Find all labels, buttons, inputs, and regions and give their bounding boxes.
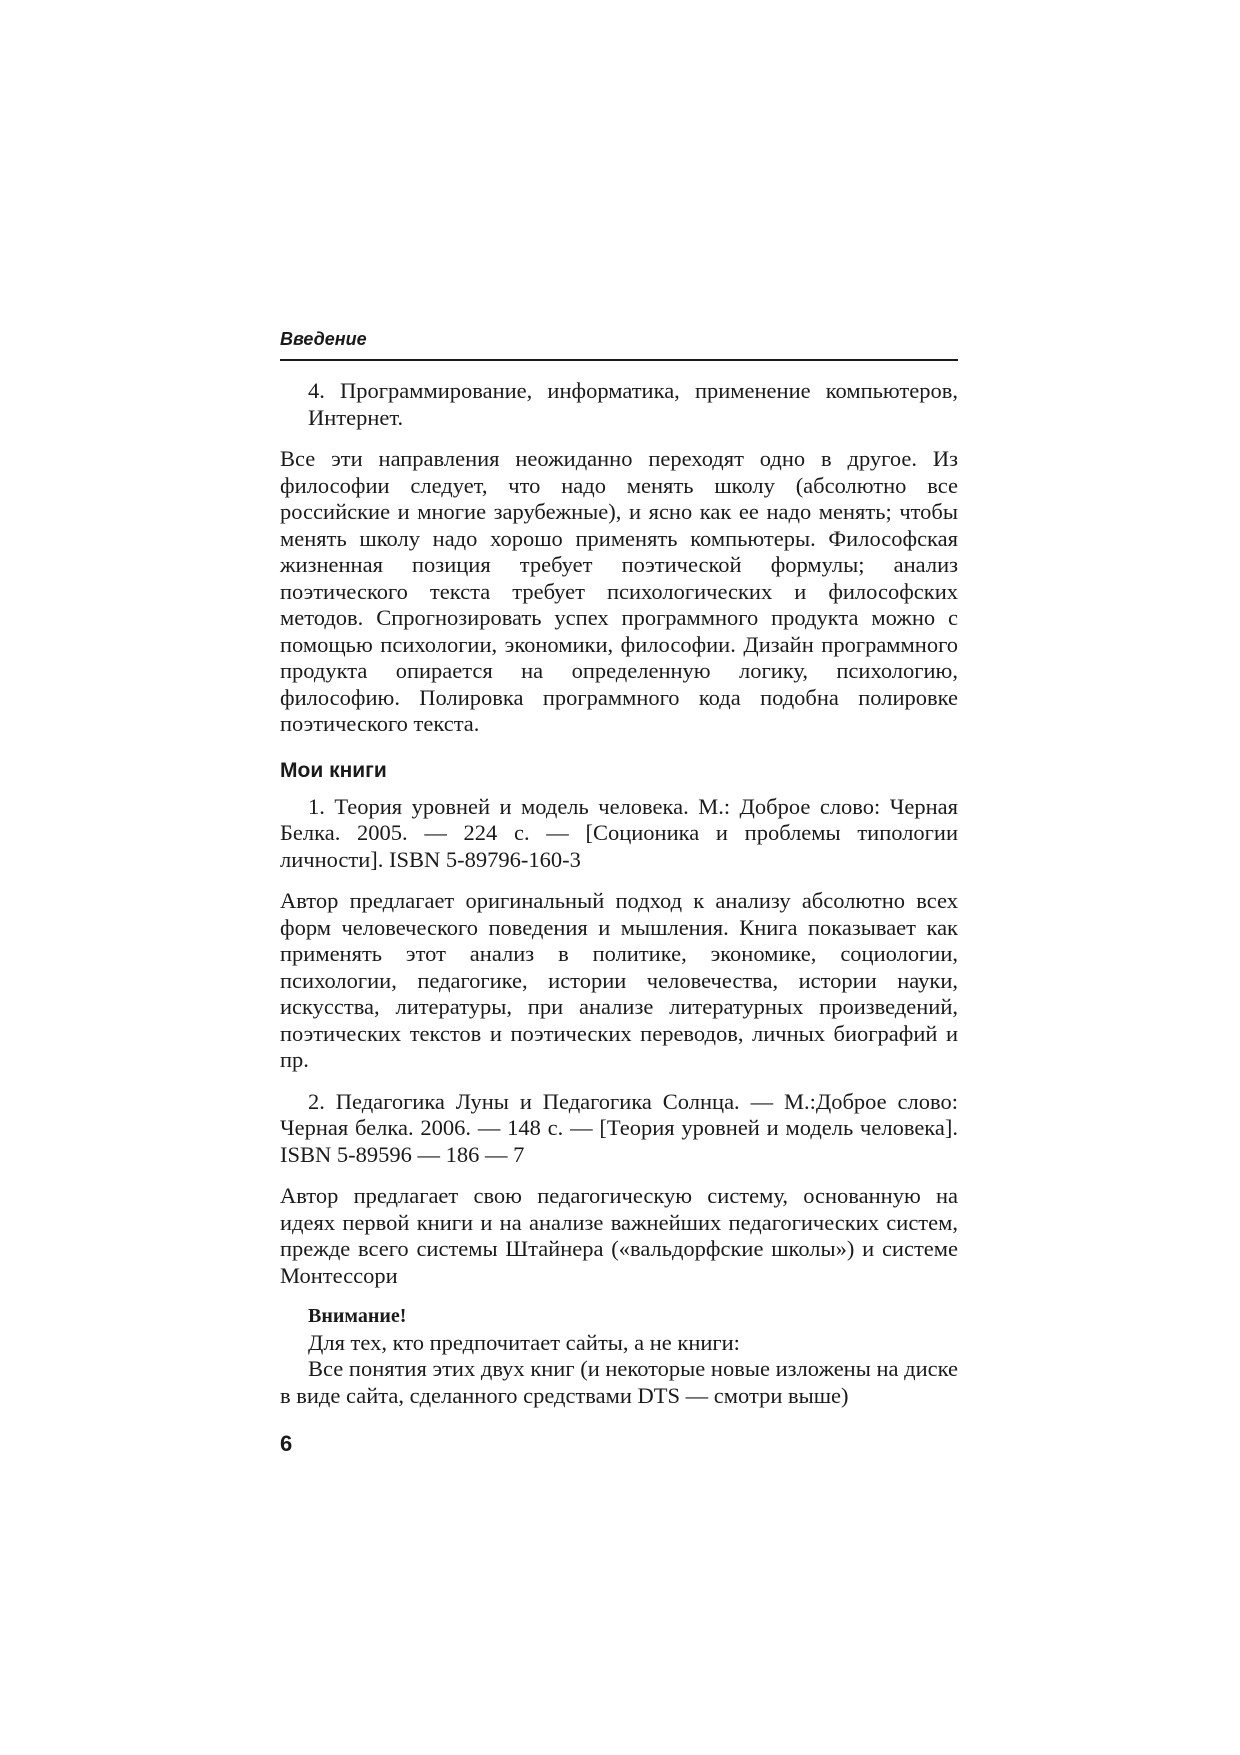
notice-title: Внимание! — [308, 1305, 407, 1327]
page-content — [280, 328, 958, 1457]
running-head: Введение — [280, 328, 958, 361]
section-heading-my-books: Мои книги — [280, 758, 387, 782]
book-1-description: Автор предлагает оригинальный подход к анализу абсолютно всех форм человеческого поведения и мышления. Книга показывает как применять этот анализ в политике, экономике, социологии, психологии, педагогике, истории человечества, истории науки, искусства, литературы, при анализе литературных произведений, поэтических текстов и поэтических переводов, личных биографий и пр. — [280, 888, 958, 1072]
page-number: 6 — [280, 1431, 293, 1456]
list-item-programming: 4. Программирование, информатика, применение компьютеров, Интернет. — [308, 378, 958, 430]
book-entry-2: 2. Педагогика Луны и Педагогика Солнца. — М.:Доброе слово: Черная белка. 2006. — 148 с. — [Теория уровней и модель человека]. ISBN 5-89596 — 186 — 7 — [280, 1088, 958, 1167]
notice-line-2: Все понятия этих двух книг (и некоторые новые изложены на диске в виде сайта, сделанного средствами DTS — смотри выше) — [280, 1356, 958, 1408]
notice-line-1: Для тех, кто предпочитает сайты, а не книги: — [308, 1329, 740, 1355]
paragraph-directions: Все эти направления неожиданно переходят одно в другое. Из философии следует, что надо менять школу (абсолютно все российские и многие зарубежные), и ясно как ее надо менять; чтобы менять школу надо хорошо применять компьютеры. Философская жизненная позиция требует поэтической формулы; анализ поэтического текста требует психологических и философских методов. Спрогнозировать успех программного продукта можно с помощью психологии, экономики, философии. Дизайн программного продукта опирается на определенную логику, психологию, философию. Полировка программного кода подобна полировке поэтического текста. — [280, 446, 958, 736]
book-2-description: Автор предлагает свою педагогическую систему, основанную на идеях первой книги и на анализе важнейших педагогических систем, прежде всего системы Штайнера («вальдорфские школы») и системе Монтессори — [280, 1183, 958, 1288]
book-entry-1: 1. Теория уровней и модель человека. М.: Доброе слово: Черная Белка. 2005. — 224 с. — [Соционика и проблемы типологии личности]. ISBN 5-89796-160-3 — [280, 793, 958, 872]
